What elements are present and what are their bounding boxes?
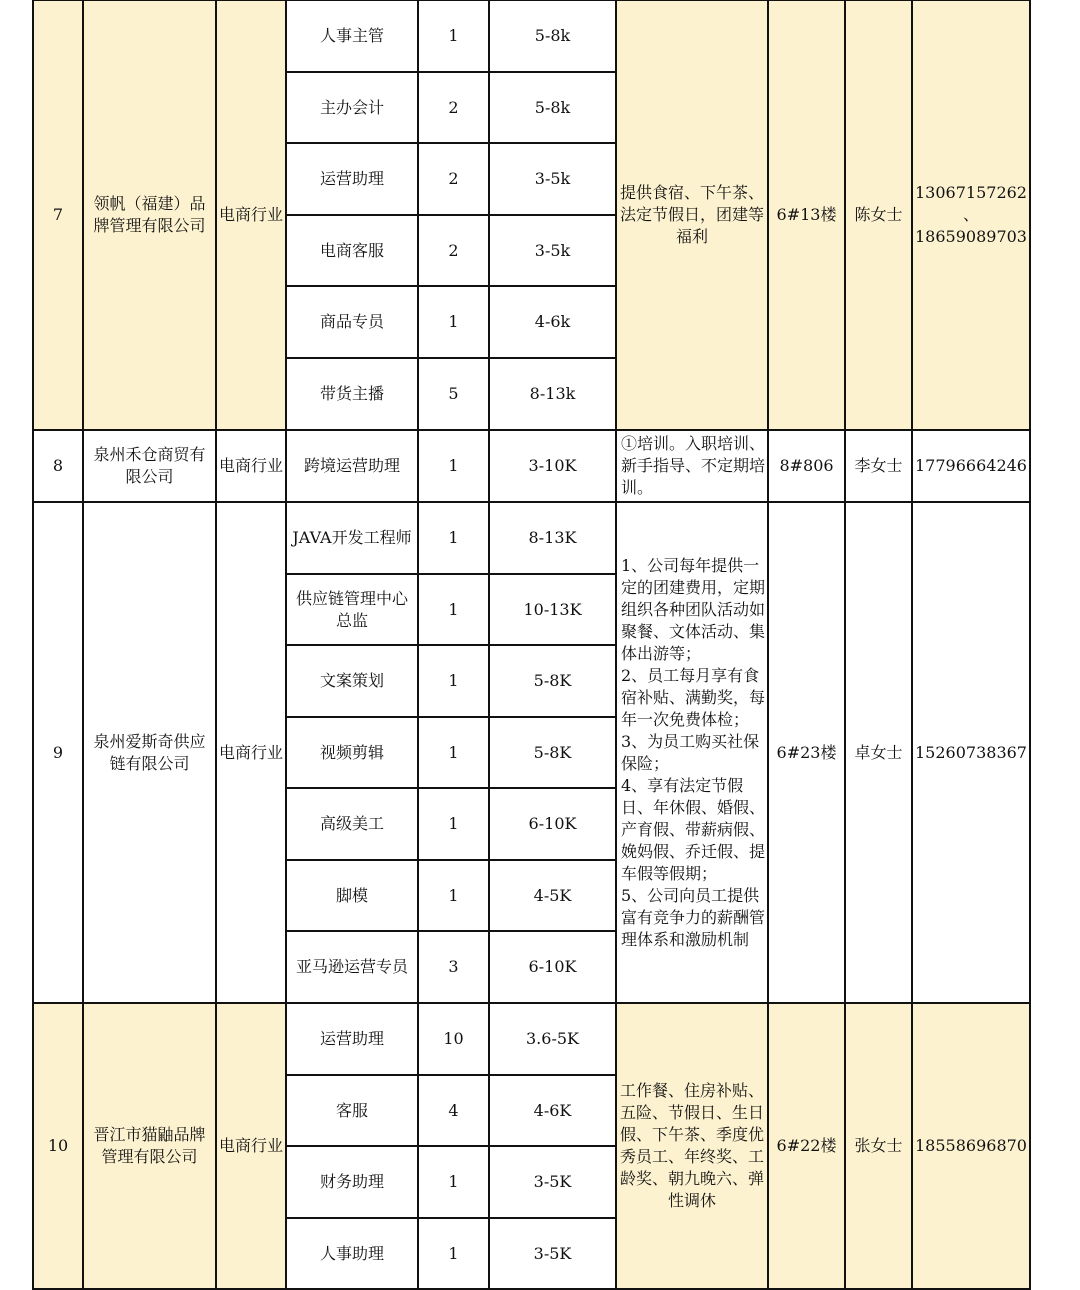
job-title: 文案策划 bbox=[286, 645, 418, 717]
job-count: 1 bbox=[418, 1146, 489, 1218]
job-title: JAVA开发工程师 bbox=[286, 502, 418, 574]
job-title: 客服 bbox=[286, 1075, 418, 1146]
job-count: 2 bbox=[418, 215, 489, 286]
company-number: 9 bbox=[33, 502, 83, 1003]
benefits-text: ①培训。入职培训、新手指导、不定期培训。 bbox=[621, 434, 765, 497]
table-row bbox=[33, 1003, 1030, 1075]
phone-number-cell bbox=[912, 1003, 1030, 1289]
job-title: 运营助理 bbox=[286, 143, 418, 215]
industry: 电商行业 bbox=[216, 1003, 286, 1289]
benefits-text: 1、公司每年提供一定的团建费用，定期组织各种团队活动如聚餐、文体活动、集体出游等； 2、员工每月享有食宿补贴、满勤奖，每年一次免费体检； 3、为员工购买社保保险； 4、享有法定节假日、年休假、婚假、产育假、带薪病假、娩妈假、乔迁假、提车假等假期； 5、公司向员工提供富有竞争力的薪酬管理体系和激励机制 bbox=[621, 555, 766, 949]
table-row bbox=[33, 502, 1030, 574]
job-salary: 3-10K bbox=[489, 430, 616, 502]
job-salary: 10-13K bbox=[489, 574, 616, 645]
benefits-cell bbox=[616, 502, 768, 1003]
job-salary: 3-5k bbox=[489, 143, 616, 215]
job-count: 1 bbox=[418, 502, 489, 574]
job-count: 3 bbox=[418, 931, 489, 1003]
address: 6#23楼 bbox=[768, 502, 845, 1003]
company-name: 晋江市猫鼬品牌管理有限公司 bbox=[83, 1003, 216, 1289]
company-name: 领帆（福建）品牌管理有限公司 bbox=[83, 0, 216, 430]
job-salary: 5-8k bbox=[489, 72, 616, 143]
job-count: 1 bbox=[418, 1218, 489, 1289]
job-title: 人事助理 bbox=[286, 1218, 418, 1289]
job-title: 视频剪辑 bbox=[286, 717, 418, 788]
job-title: 供应链管理中心总监 bbox=[286, 574, 418, 645]
company-name: 泉州爱斯奇供应链有限公司 bbox=[83, 502, 216, 1003]
industry: 电商行业 bbox=[216, 502, 286, 1003]
benefits-text: 提供食宿、下午茶、法定节假日，团建等福利 bbox=[619, 183, 764, 246]
job-salary: 4-6k bbox=[489, 286, 616, 358]
job-salary: 8-13k bbox=[489, 358, 616, 430]
job-salary: 5-8K bbox=[489, 717, 616, 788]
job-title: 电商客服 bbox=[286, 215, 418, 286]
job-title: 商品专员 bbox=[286, 286, 418, 358]
industry: 电商行业 bbox=[216, 0, 286, 430]
job-title: 人事主管 bbox=[286, 0, 418, 72]
job-salary: 3-5k bbox=[489, 215, 616, 286]
job-count: 1 bbox=[418, 0, 489, 72]
phone-number: 17796664246 bbox=[915, 456, 1027, 475]
benefits-text: 工作餐、住房补贴、五险、节假日、生日假、下午茶、季度优秀员工、年终奖、工龄奖、朝九晚六、弹性调休 bbox=[619, 1081, 764, 1210]
job-count: 1 bbox=[418, 860, 489, 931]
table-row bbox=[33, 430, 1030, 502]
job-title: 脚模 bbox=[286, 860, 418, 931]
contact-person: 李女士 bbox=[845, 430, 912, 502]
company-number: 8 bbox=[33, 430, 83, 502]
job-salary: 4-6K bbox=[489, 1075, 616, 1146]
job-count: 1 bbox=[418, 788, 489, 860]
job-salary: 4-5K bbox=[489, 860, 616, 931]
phone-number-cell bbox=[912, 0, 1030, 430]
job-title: 跨境运营助理 bbox=[286, 430, 418, 502]
job-count: 1 bbox=[418, 430, 489, 502]
job-salary: 3-5K bbox=[489, 1146, 616, 1218]
job-count: 1 bbox=[418, 574, 489, 645]
contact-person: 陈女士 bbox=[845, 0, 912, 430]
job-count: 2 bbox=[418, 72, 489, 143]
benefits-cell bbox=[616, 430, 768, 502]
address: 6#22楼 bbox=[768, 1003, 845, 1289]
company-number: 10 bbox=[33, 1003, 83, 1289]
job-count: 2 bbox=[418, 143, 489, 215]
industry: 电商行业 bbox=[216, 430, 286, 502]
job-title: 带货主播 bbox=[286, 358, 418, 430]
job-salary: 8-13K bbox=[489, 502, 616, 574]
job-salary: 3-5K bbox=[489, 1218, 616, 1289]
job-title: 主办会计 bbox=[286, 72, 418, 143]
contact-person: 张女士 bbox=[845, 1003, 912, 1289]
job-salary: 6-10K bbox=[489, 931, 616, 1003]
job-salary: 5-8K bbox=[489, 645, 616, 717]
job-title: 高级美工 bbox=[286, 788, 418, 860]
job-count: 1 bbox=[418, 717, 489, 788]
job-salary: 5-8k bbox=[489, 0, 616, 72]
phone-number: 18558696870 bbox=[915, 1136, 1027, 1155]
job-title: 财务助理 bbox=[286, 1146, 418, 1218]
table-row bbox=[33, 0, 1030, 72]
job-salary: 6-10K bbox=[489, 788, 616, 860]
benefits-cell bbox=[616, 1003, 768, 1289]
phone-number: 15260738367 bbox=[915, 742, 1027, 762]
job-listing-table bbox=[32, 0, 1031, 1290]
job-title: 运营助理 bbox=[286, 1003, 418, 1075]
job-count: 1 bbox=[418, 645, 489, 717]
job-salary: 3.6-5K bbox=[489, 1003, 616, 1075]
address: 8#806 bbox=[768, 430, 845, 502]
phone-number-cell bbox=[912, 502, 1030, 1003]
job-count: 1 bbox=[418, 286, 489, 358]
benefits-cell bbox=[616, 0, 768, 430]
company-name: 泉州禾仓商贸有限公司 bbox=[83, 430, 216, 502]
job-title: 亚马逊运营专员 bbox=[286, 931, 418, 1003]
phone-number: 13067157262 、 18659089703 bbox=[915, 183, 1027, 246]
table-body bbox=[33, 0, 1030, 1289]
company-number: 7 bbox=[33, 0, 83, 430]
job-count: 4 bbox=[418, 1075, 489, 1146]
contact-person: 卓女士 bbox=[845, 502, 912, 1003]
address: 6#13楼 bbox=[768, 0, 845, 430]
phone-number-cell bbox=[912, 430, 1030, 502]
job-count: 5 bbox=[418, 358, 489, 430]
job-count: 10 bbox=[418, 1003, 489, 1075]
